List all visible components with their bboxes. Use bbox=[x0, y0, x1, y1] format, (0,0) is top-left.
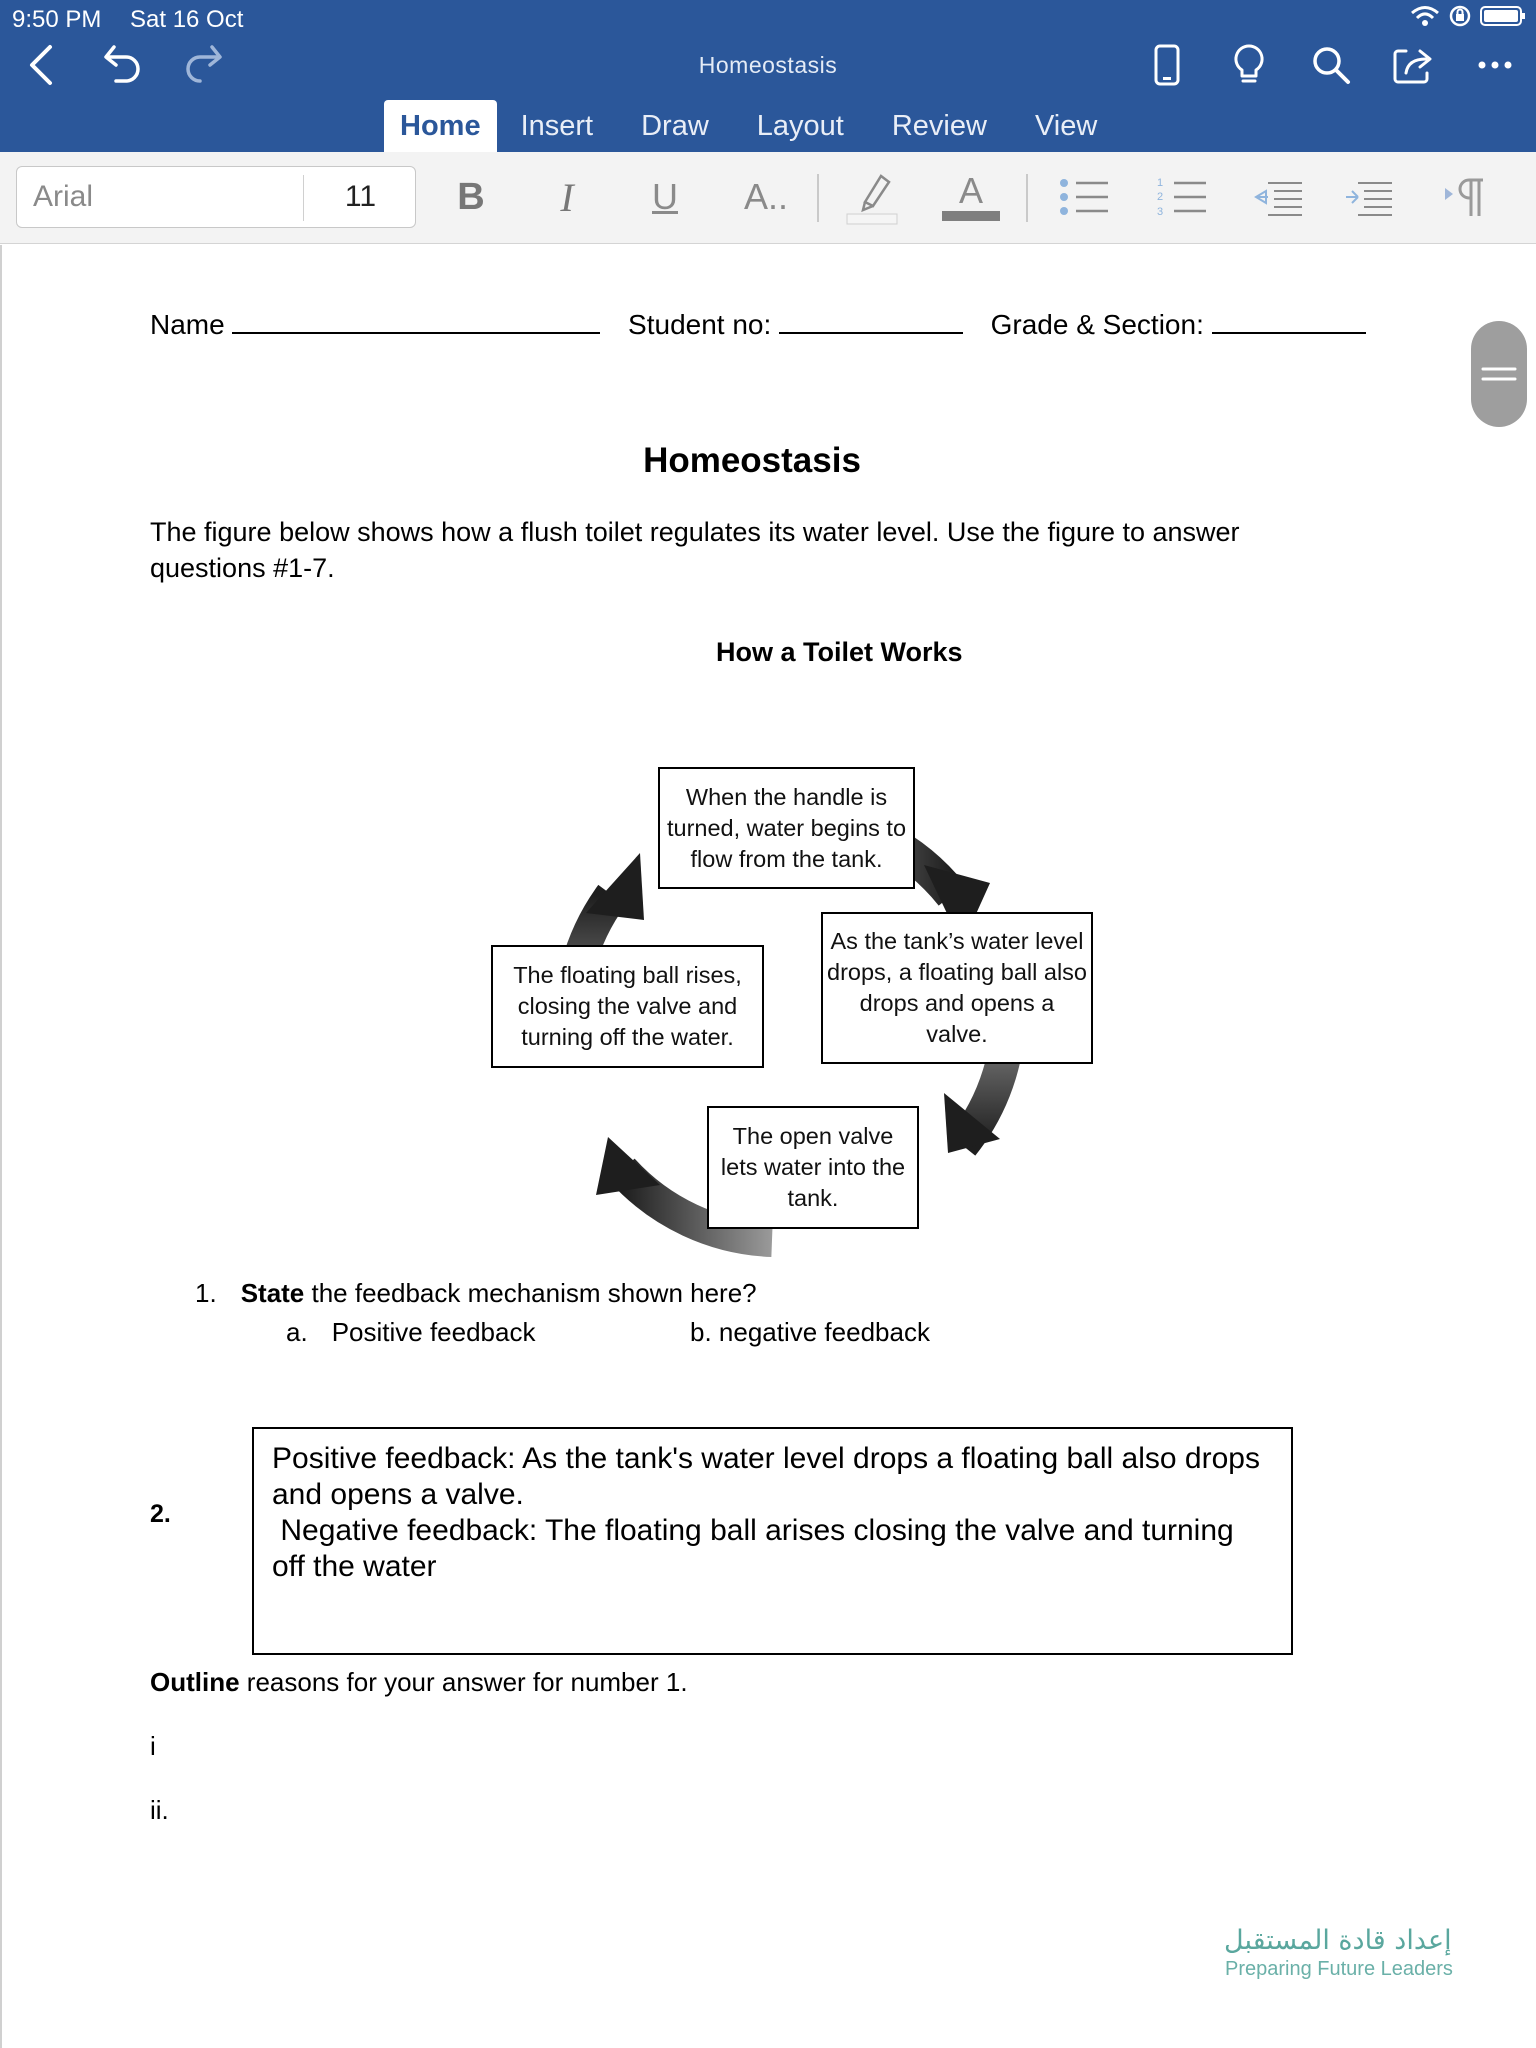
document-heading: Homeostasis bbox=[643, 441, 861, 480]
outline-item-i: i bbox=[150, 1731, 156, 1761]
bullet-list-icon bbox=[1058, 175, 1110, 219]
status-date: Sat 16 Oct bbox=[130, 6, 244, 33]
mobile-view-button[interactable] bbox=[1142, 40, 1192, 90]
outline-text: reasons for your answer for number 1. bbox=[239, 1667, 688, 1697]
bold-button[interactable]: B bbox=[457, 175, 485, 218]
svg-text:1: 1 bbox=[1157, 177, 1164, 189]
numbering-button[interactable] bbox=[1152, 166, 1212, 228]
option-a bbox=[286, 1317, 535, 1348]
outdent-icon bbox=[1252, 175, 1304, 219]
drag-handle-icon bbox=[1471, 321, 1527, 427]
outline-question bbox=[150, 1667, 688, 1698]
question-1-number: 1. bbox=[195, 1278, 217, 1308]
cycle-box-ball-rises: The floating ball rises, closing the valve and turning off the water. bbox=[491, 945, 764, 1068]
lightbulb-icon bbox=[1233, 43, 1265, 87]
document-page[interactable] bbox=[0, 245, 1536, 2048]
name-line bbox=[232, 312, 600, 334]
option-b: b. negative feedback bbox=[690, 1317, 930, 1347]
ribbon-divider bbox=[817, 174, 819, 222]
watermark-arabic: إعداد قادة المستقبل bbox=[1224, 1925, 1452, 1956]
share-button[interactable] bbox=[1388, 40, 1438, 90]
status-time: 9:50 PM bbox=[12, 6, 102, 33]
student-no-line bbox=[779, 312, 963, 334]
share-icon bbox=[1392, 45, 1434, 85]
grade-section-label: Grade & Section: bbox=[990, 309, 1204, 340]
more-options-button[interactable] bbox=[1470, 40, 1520, 90]
cycle-box-handle-turned: When the handle is turned, water begins to flow from the tank. bbox=[658, 767, 915, 889]
tab-view[interactable]: View bbox=[1034, 110, 1098, 142]
app-top-bar bbox=[0, 0, 1536, 152]
wifi-icon bbox=[1410, 4, 1440, 28]
tell-me-button[interactable] bbox=[1224, 40, 1274, 90]
ribbon-divider bbox=[1026, 174, 1028, 222]
document-title: Homeostasis bbox=[698, 52, 838, 78]
phone-icon bbox=[1154, 44, 1180, 86]
font-name-field[interactable]: Arial bbox=[33, 180, 94, 213]
paragraph-marks-button[interactable] bbox=[1436, 166, 1496, 228]
question-1 bbox=[195, 1278, 757, 1309]
search-icon bbox=[1311, 45, 1351, 85]
indent-icon bbox=[1342, 175, 1394, 219]
option-a-text: Positive feedback bbox=[331, 1317, 536, 1347]
answer-text-box[interactable]: Positive feedback: As the tank's water level drops a floating ball also drops and opens a valve. Negative feedback: The floating ball arises closing the valve and turning off the water bbox=[252, 1427, 1293, 1655]
italic-button[interactable]: I bbox=[560, 174, 574, 220]
highlight-color-swatch bbox=[847, 214, 897, 224]
name-label: Name bbox=[150, 309, 225, 340]
tab-home[interactable]: Home bbox=[384, 100, 497, 152]
scroll-handle[interactable] bbox=[1471, 321, 1527, 427]
numbered-list-icon bbox=[1156, 175, 1208, 219]
more-icon bbox=[1477, 60, 1513, 70]
font-size-field[interactable]: 11 bbox=[344, 180, 377, 213]
font-color-button[interactable] bbox=[940, 166, 1002, 228]
font-color-swatch bbox=[942, 209, 1000, 221]
svg-text:2: 2 bbox=[1157, 191, 1164, 203]
tab-insert[interactable]: Insert bbox=[520, 110, 594, 142]
outline-item-ii: ii. bbox=[150, 1795, 169, 1825]
watermark-english: Preparing Future Leaders bbox=[1225, 1958, 1453, 1980]
status-icons bbox=[1410, 4, 1526, 28]
ribbon-toolbar bbox=[0, 152, 1536, 244]
bullets-button[interactable] bbox=[1054, 166, 1114, 228]
tab-layout[interactable]: Layout bbox=[756, 110, 844, 142]
svg-text:3: 3 bbox=[1157, 206, 1164, 218]
orientation-lock-icon bbox=[1448, 4, 1472, 28]
intro-paragraph: The figure below shows how a flush toilet regulates its water level. Use the figure to answer questions #1-7. bbox=[150, 517, 1240, 583]
student-no-label: Student no: bbox=[628, 309, 772, 340]
ribbon-tabs bbox=[384, 100, 1121, 152]
cycle-arrowhead-top-left bbox=[586, 853, 644, 920]
option-a-letter: a. bbox=[286, 1317, 308, 1347]
question-2-number: 2. bbox=[150, 1500, 171, 1528]
cycle-box-valve-open: The open valve lets water into the tank. bbox=[707, 1106, 919, 1229]
cycle-arrowhead-bottom-left bbox=[596, 1137, 660, 1195]
cycle-box-water-level-drops: As the tank’s water level drops, a floating ball also drops and opens a valve. bbox=[821, 912, 1093, 1064]
underline-button[interactable]: U bbox=[652, 176, 678, 217]
search-button[interactable] bbox=[1306, 40, 1356, 90]
pilcrow-icon bbox=[1441, 174, 1491, 220]
increase-indent-button[interactable] bbox=[1338, 166, 1398, 228]
header-fields bbox=[150, 309, 1366, 341]
question-1-text: the feedback mechanism shown here? bbox=[304, 1278, 757, 1308]
highlighter-icon bbox=[843, 168, 901, 226]
font-color-label: A bbox=[958, 170, 983, 211]
grade-section-line bbox=[1212, 312, 1366, 334]
font-effects-button[interactable]: A.. bbox=[743, 176, 788, 217]
outline-verb: Outline bbox=[150, 1667, 240, 1697]
battery-icon bbox=[1480, 4, 1526, 28]
tab-review[interactable]: Review bbox=[891, 110, 987, 142]
tab-draw[interactable]: Draw bbox=[641, 110, 709, 142]
highlight-button[interactable] bbox=[842, 166, 902, 228]
question-1-verb: State bbox=[240, 1278, 305, 1308]
figure-title: How a Toilet Works bbox=[716, 637, 963, 667]
font-selector bbox=[16, 166, 416, 228]
decrease-indent-button[interactable] bbox=[1248, 166, 1308, 228]
